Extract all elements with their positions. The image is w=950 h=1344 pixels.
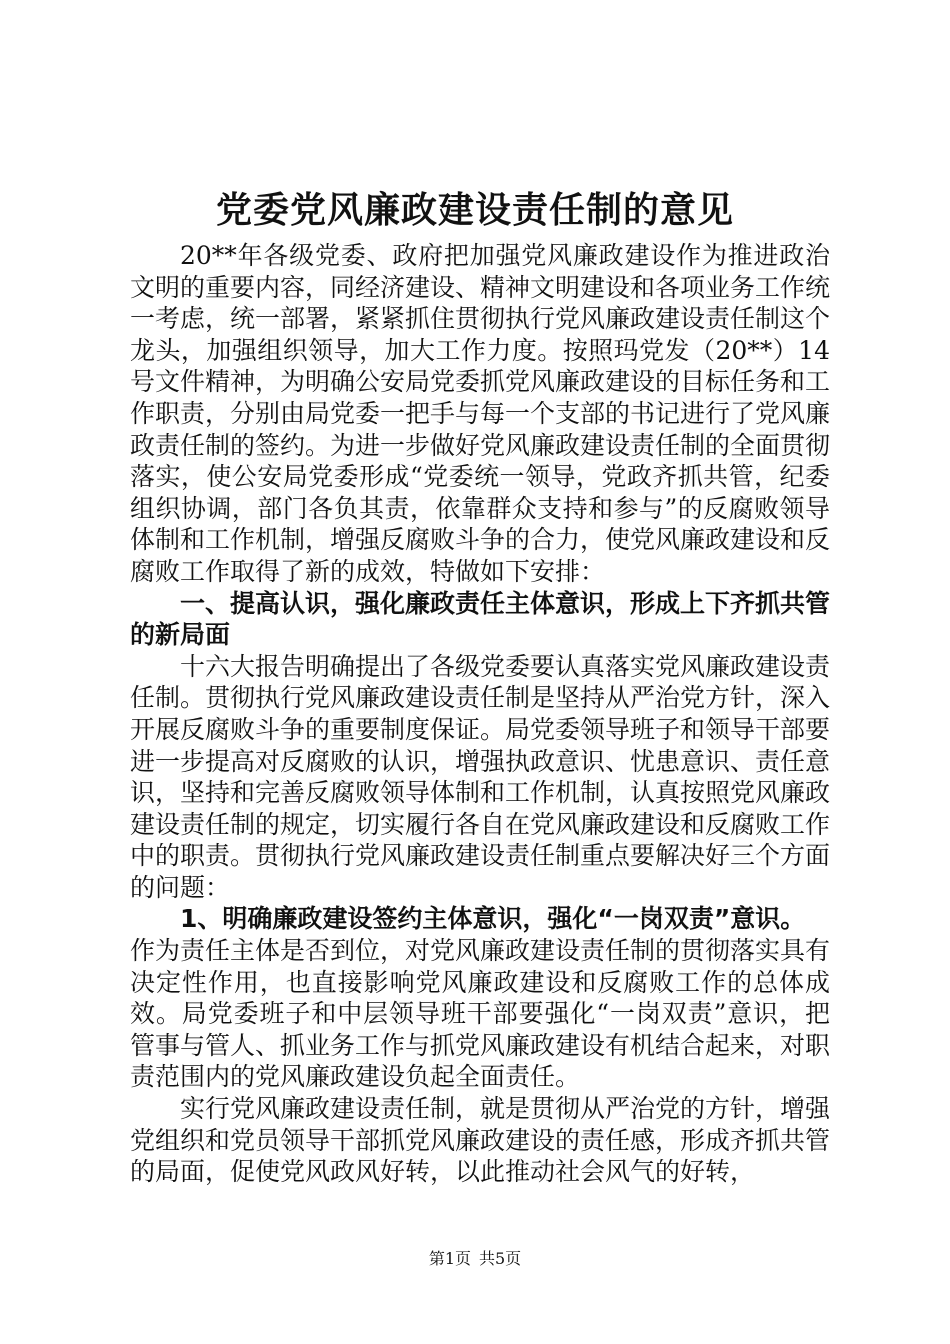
subsection-heading-1: 1、明确廉政建设签约主体意识，强化“一岗双责”意识。 (180, 904, 806, 934)
section-heading-1: 一、提高认识，强化廉政责任主体意识，形成上下齐抓共管的新局面 (130, 588, 831, 650)
intro-paragraph: 20**年各级党委、政府把加强党风廉政建设作为推进政治文明的重要内容，同经济建设、精神文明建设和各项业务工作统一考虑，统一部署，紧紧抓住贯彻执行党风廉政建设责任制这个龙头，加强组织领导，加大工作力度。按照玛党发（20**）14号文件精神，为明确公安局党委抓党风廉政建设的目标任务和工作职责，分别由局党委一把手与每一个支部的书记进行了党风廉政责任制的签约。为进一步做好党风廉政建设责任制的全面贯彻落实，使公安局党委形成“党委统一领导，党政齐抓共管，纪委组织协调，部门各负其责，依靠群众支持和参与”的反腐败领导体制和工作机制，增强反腐败斗争的合力，使党风廉政建设和反腐败工作取得了新的成效，特做如下安排： (130, 241, 831, 586)
document-title: 党委党风廉政建设责任制的意见 (215, 189, 734, 231)
page-number: 第1页 (428, 1249, 471, 1268)
section-1-paragraph: 十六大报告明确提出了各级党委要认真落实党风廉政建设责任制。贯彻执行党风廉政建设责任制是坚持从严治党方针，深入开展反腐败斗争的重要制度保证。局党委领导班子和领导干部要进一步提高对反腐败的认识，增强执政意识、忧患意识、责任意识，坚持和完善反腐败领导体制和工作机制，认真按照党风廉政建设责任制的规定，切实履行各自在党风廉政建设和反腐败工作中的职责。贯彻执行党风廉政建设责任制重点要解决好三个方面的问题： (130, 651, 831, 902)
page-footer (0, 1249, 950, 1269)
subsection-1-paragraph: 作为责任主体是否到位，对党风廉政建设责任制的贯彻落实具有决定性作用，也直接影响党风廉政建设和反腐败工作的总体成效。局党委班子和中层领导班干部要强化“一岗双责”意识，把管事与管人、抓业务工作与抓党风廉政建设有机结合起来，对职责范围内的党风廉政建设负起全面责任。 (130, 936, 831, 1092)
closing-paragraph: 实行党风廉政建设责任制，就是贯彻从严治党的方针，增强党组织和党员领导干部抓党风廉政建设的责任感，形成齐抓共管的局面，促使党风政风好转，以此推动社会风气的好转， (130, 1094, 831, 1187)
document-body (130, 240, 830, 1188)
page-total: 共5页 (479, 1249, 522, 1268)
